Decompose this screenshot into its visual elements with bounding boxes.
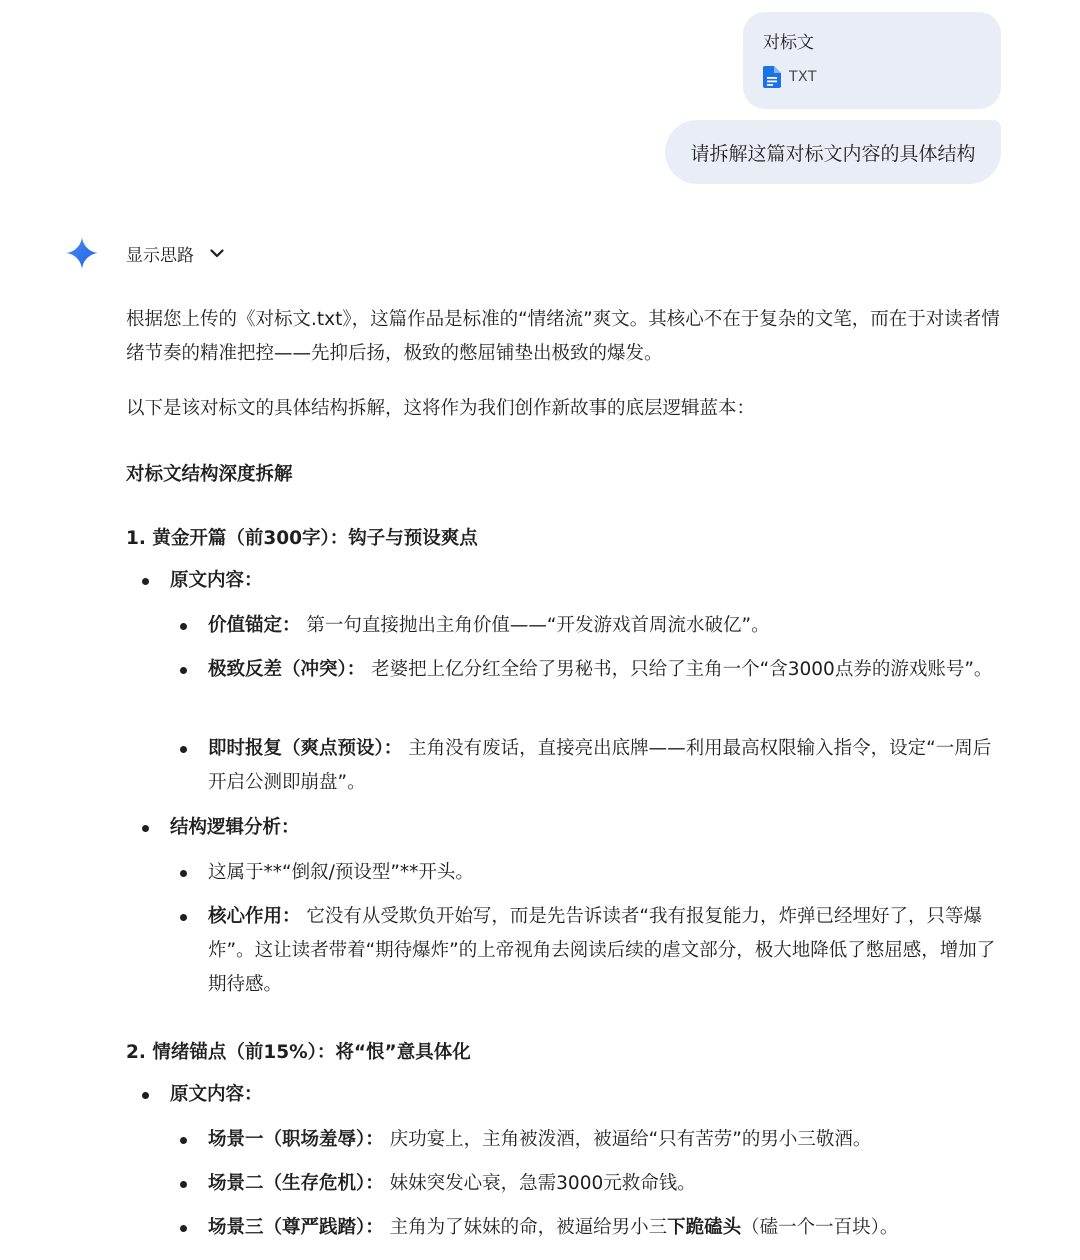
list-item: 这属于**“倒叙/预设型”**开头。	[208, 856, 1006, 890]
document-icon	[763, 66, 781, 88]
list-item: 核心作用： 它没有从受欺负开始写，而是先告诉读者“我有报复能力，炸弹已经埋好了，只等爆炸”。这让读者带着“期待爆炸”的上帝视角去阅读后续的虐文部分，极大地降低了憋屈感，增加了期待感。	[208, 900, 1006, 1002]
file-name: 对标文	[763, 33, 814, 53]
gemini-spark-icon	[66, 237, 98, 269]
section-2-title: 2. 情绪锚点（前15%）：将“恨”意具体化	[126, 1042, 471, 1063]
list-item: 极致反差（冲突）： 老婆把上亿分红全给了男秘书，只给了主角一个“含3000点券的游戏账号”。	[208, 653, 1006, 687]
file-meta	[763, 66, 981, 88]
list-item: 场景三（尊严践踏）： 主角为了妹妹的命，被逼给男小三下跪磕头（磕一个一百块）。	[208, 1211, 1006, 1245]
list-item: 场景二（生存危机）： 妹妹突发心衰，急需3000元救命钱。	[208, 1167, 1006, 1201]
show-thinking-toggle[interactable]	[126, 239, 226, 267]
list-item: 即时报复（爽点预设）： 主角没有废话，直接亮出底牌——利用最高权限输入指令，设定“一周后开启公测即崩盘”。	[208, 732, 1006, 800]
file-type-label: TXT	[789, 69, 817, 85]
list-item: 原文内容：	[170, 564, 1006, 598]
file-attachment-card[interactable]	[743, 12, 1001, 109]
response-heading: 对标文结构深度拆解	[126, 464, 293, 485]
list-item: 价值锚定： 第一句直接抛出主角价值——“开发游戏首周流水破亿”。	[208, 609, 1006, 643]
user-message-bubble: 请拆解这篇对标文内容的具体结构	[665, 120, 1001, 184]
intro-paragraph-2: 以下是该对标文的具体结构拆解，这将作为我们创作新故事的底层逻辑蓝本：	[126, 398, 756, 419]
list-item: 场景一（职场羞辱）： 庆功宴上，主角被泼酒，被逼给“只有苦劳”的男小三敬酒。	[208, 1123, 1006, 1157]
intro-paragraph-1: 根据您上传的《对标文.txt》，这篇作品是标准的“情绪流”爽文。其核心不在于复杂的文笔，而在于对读者情绪节奏的精准把控——先抑后扬，极致的憋屈铺垫出极致的爆发。	[126, 309, 1000, 364]
chevron-down-icon	[208, 244, 226, 262]
list-item: 原文内容：	[170, 1078, 1006, 1112]
section-1-title: 1. 黄金开篇（前300字）：钩子与预设爽点	[126, 528, 478, 549]
show-thinking-label: 显示思路	[126, 245, 194, 266]
list-item: 结构逻辑分析：	[170, 811, 1006, 845]
